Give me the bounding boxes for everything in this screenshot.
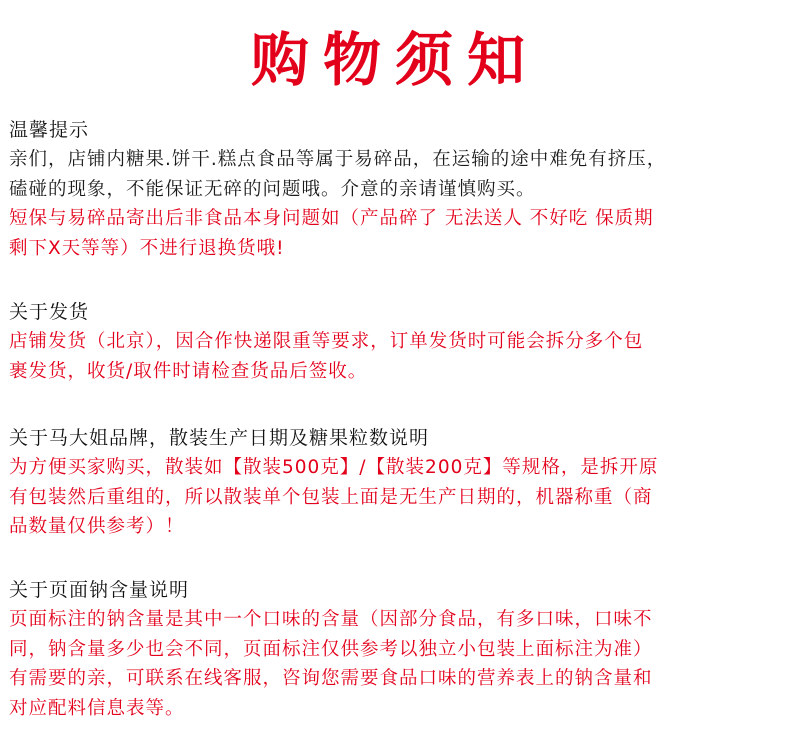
section-line: 亲们，店铺内糖果.饼干.糕点食品等属于易碎品，在运输的途中难免有挤压，	[9, 149, 667, 170]
section-warm-tips	[9, 116, 785, 263]
section-bulk-packaging	[9, 424, 785, 542]
section-line: 磕碰的现象，不能保证无碎的问题哦。介意的亲请谨慎购买。	[9, 178, 536, 200]
section-line: 为方便买家购买，散装如【散装500克】/【散装200克】等规格，是拆开原	[9, 457, 659, 478]
section-heading: 关于马大姐品牌，散装生产日期及糖果粒数说明	[9, 427, 430, 449]
section-heading: 关于发货	[9, 301, 90, 323]
section-line: 对应配料信息表等。	[9, 697, 185, 719]
section-heading: 关于页面钠含量说明	[9, 579, 190, 601]
page-title: 购物须知	[250, 26, 539, 94]
section-line: 店铺发货（北京），因合作快递限重等要求，订单发货时可能会拆分多个包	[9, 331, 644, 352]
section-line: 同，钠含量多少也会不同，页面标注仅供参考以独立小包装上面标注为准）	[9, 638, 653, 660]
section-line: 有包装然后重组的，所以散装单个包装上面是无生产日期的，机器称重（商	[9, 486, 653, 508]
section-sodium-content	[9, 576, 785, 723]
section-line: 有需要的亲，可联系在线客服，咨询您需要食品口味的营养表上的钠含量和	[9, 668, 653, 689]
section-line: 页面标注的钠含量是其中一个口味的含量（因部分食品，有多口味，口味不	[9, 609, 653, 630]
section-heading: 温馨提示	[9, 119, 90, 141]
section-line: 裹发货，收货/取件时请检查货品后签收。	[9, 360, 368, 382]
section-shipping	[9, 298, 785, 386]
section-line: 剩下X天等等）不进行退换货哦!	[9, 237, 285, 259]
section-line: 短保与易碎品寄出后非食品本身问题如（产品碎了 无法送人 不好吃 保质期	[9, 208, 654, 229]
section-line: 品数量仅供参考）！	[9, 516, 185, 537]
